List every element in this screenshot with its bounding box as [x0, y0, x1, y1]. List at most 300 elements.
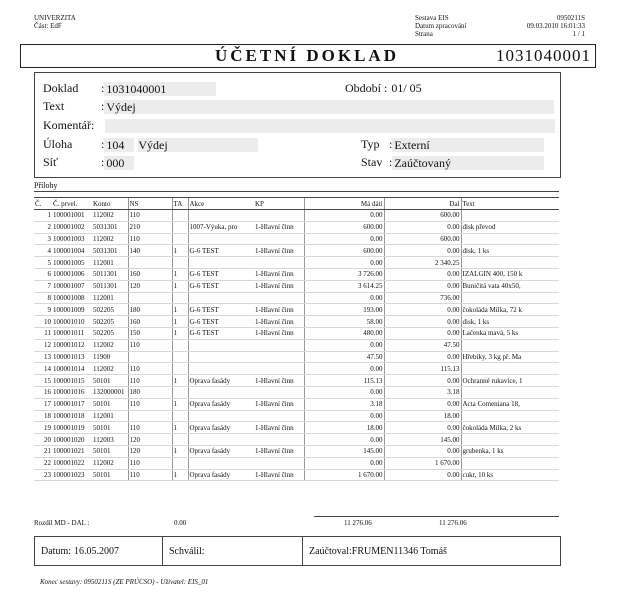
cell-ma-dati: 3 726.00 — [304, 268, 384, 280]
cell-dal: 0.00 — [384, 445, 461, 457]
cell-ta: 1 — [172, 398, 188, 410]
table-row — [34, 339, 559, 351]
cell-text: Hřebíky, 3 kg př. Ma — [461, 351, 559, 363]
cell-prvek: 100001014 — [52, 363, 92, 375]
cell-cislo: 1 — [34, 210, 52, 222]
cell-konto: 50101 — [92, 469, 128, 481]
cell-kp: 1-Hlavní činn — [254, 245, 304, 257]
attachments-label: Přílohy — [34, 181, 58, 190]
cell-ma-dati: 3.18 — [304, 398, 384, 410]
cell-text: disk, 1 ks — [461, 245, 559, 257]
cell-ma-dati: 3 614.25 — [304, 280, 384, 292]
cell-prvek: 100001006 — [52, 268, 92, 280]
cell-konto: 112001 — [92, 292, 128, 304]
cell-ns: 110 — [128, 469, 172, 481]
cell-akce — [188, 233, 254, 245]
cell-kp: 1-Hlavní činn — [254, 375, 304, 387]
cell-text: Ochranné rukavice, 1 — [461, 375, 559, 387]
cell-ta — [172, 210, 188, 222]
cell-cislo: 19 — [34, 422, 52, 434]
cell-prvek: 100001017 — [52, 398, 92, 410]
cell-akce — [188, 434, 254, 446]
cell-dal: 18.00 — [384, 410, 461, 422]
cell-akce — [188, 410, 254, 422]
cell-text: čokoláda Milka, 72 k — [461, 304, 559, 316]
table-row — [34, 457, 559, 469]
text-value: Výdej — [104, 100, 554, 114]
table-row — [34, 445, 559, 457]
cell-dal: 0.00 — [384, 268, 461, 280]
typ-label: Typ — [361, 137, 380, 151]
cell-dal: 0.00 — [384, 304, 461, 316]
col-header-ta: TA — [172, 198, 188, 210]
cell-cislo: 18 — [34, 410, 52, 422]
cell-dal: 0.00 — [384, 327, 461, 339]
org-part: Část: EdF — [34, 22, 62, 30]
table-row — [34, 221, 559, 233]
cell-ma-dati: 1 670.00 — [304, 469, 384, 481]
cell-konto: 502205 — [92, 304, 128, 316]
cell-cislo: 21 — [34, 445, 52, 457]
cell-akce — [188, 339, 254, 351]
cell-cislo: 7 — [34, 280, 52, 292]
cell-dal: 600.00 — [384, 233, 461, 245]
cell-text: cukr, 10 ks — [461, 469, 559, 481]
komentar-value — [105, 119, 555, 133]
totals-md: 11 276.06 — [344, 519, 372, 527]
cell-akce — [188, 457, 254, 469]
cell-dal: 1 670.00 — [384, 457, 461, 469]
datum-cell — [35, 537, 163, 565]
document-title: ÚČETNÍ DOKLAD — [215, 46, 399, 65]
cell-akce: Oprava fasády — [188, 398, 254, 410]
cell-cislo: 17 — [34, 398, 52, 410]
cell-ns: 110 — [128, 457, 172, 469]
datum-value: 16.05.2007 — [74, 545, 119, 557]
cell-prvek: 100001010 — [52, 316, 92, 328]
cell-prvek: 100001013 — [52, 351, 92, 363]
totals-line — [314, 516, 559, 517]
cell-cislo: 12 — [34, 339, 52, 351]
cell-konto: 5011301 — [92, 268, 128, 280]
cell-dal: 2 340.25 — [384, 257, 461, 269]
cell-prvek: 100001020 — [52, 434, 92, 446]
cell-dal: 3.18 — [384, 386, 461, 398]
cell-ns: 160 — [128, 268, 172, 280]
cell-ta — [172, 233, 188, 245]
cell-ns: 160 — [128, 316, 172, 328]
cell-text — [461, 257, 559, 269]
cell-ta: 1 — [172, 316, 188, 328]
cell-kp — [254, 410, 304, 422]
cell-kp — [254, 434, 304, 446]
cell-ta — [172, 351, 188, 363]
totals-label: Rozdíl MD - DAL : — [34, 519, 90, 527]
cell-dal: 0.00 — [384, 351, 461, 363]
items-body — [34, 210, 559, 481]
cell-text: grubenka, 1 ks — [461, 445, 559, 457]
table-row — [34, 363, 559, 375]
cell-ma-dati: 0.00 — [304, 233, 384, 245]
report-footer: Konec sestavy: 0950211S (ZE PRÚCSO) - Uživatel: EIS_01 — [40, 578, 209, 586]
stav-value: Zaúčtovaný — [392, 156, 544, 170]
table-row — [34, 410, 559, 422]
cell-text — [461, 292, 559, 304]
cell-konto: 5031301 — [92, 245, 128, 257]
cell-konto: 5031301 — [92, 221, 128, 233]
cell-akce: G-6 TEST — [188, 280, 254, 292]
col-header-text: Text — [461, 198, 559, 210]
cell-prvek: 100001022 — [52, 457, 92, 469]
cell-dal: 0.00 — [384, 398, 461, 410]
cell-ns: 120 — [128, 445, 172, 457]
cell-konto: 112003 — [92, 434, 128, 446]
cell-cislo: 9 — [34, 304, 52, 316]
totals-diff: 0.00 — [174, 519, 187, 527]
table-row — [34, 351, 559, 363]
cell-text: disk, 1 ks — [461, 316, 559, 328]
cell-ta — [172, 221, 188, 233]
cell-prvek: 100001003 — [52, 233, 92, 245]
cell-cislo: 8 — [34, 292, 52, 304]
cell-konto: 132000001 — [92, 386, 128, 398]
table-row — [34, 268, 559, 280]
totals-dal: 11 276.06 — [439, 519, 467, 527]
cell-ta — [172, 386, 188, 398]
cell-akce: G-6 TEST — [188, 304, 254, 316]
komentar-row — [43, 118, 555, 133]
cell-ta: 1 — [172, 245, 188, 257]
cell-text — [461, 210, 559, 222]
col-header-prvek: Č. prvel. — [52, 198, 92, 210]
cell-ta — [172, 292, 188, 304]
cell-text — [461, 363, 559, 375]
table-row — [34, 316, 559, 328]
cell-dal: 0.00 — [384, 316, 461, 328]
table-row — [34, 469, 559, 481]
cell-ns: 140 — [128, 245, 172, 257]
cell-ns — [128, 257, 172, 269]
cell-kp: 1-Hlavní činn — [254, 327, 304, 339]
cell-ns — [128, 292, 172, 304]
text-label: Text — [43, 99, 65, 113]
items-table — [34, 197, 559, 481]
cell-ns: 120 — [128, 280, 172, 292]
obdobi-row — [345, 81, 422, 96]
cell-cislo: 16 — [34, 386, 52, 398]
document-number: 1031040001 — [496, 46, 591, 65]
sit-value: 000 — [104, 156, 134, 170]
cell-ma-dati: 600.00 — [304, 221, 384, 233]
sit-row: Síť : 000 — [43, 155, 134, 170]
uloha-value: Výdej — [138, 138, 258, 152]
col-header-ns: NS — [128, 198, 172, 210]
cell-konto: 502205 — [92, 316, 128, 328]
cell-ta: 1 — [172, 469, 188, 481]
cell-akce: Oprava fasády — [188, 422, 254, 434]
cell-ta: 1 — [172, 268, 188, 280]
org-header — [34, 14, 76, 30]
cell-ns: 210 — [128, 221, 172, 233]
cell-prvek: 100001004 — [52, 245, 92, 257]
obdobi-label: Období : — [345, 81, 388, 95]
cell-kp: 1-Hlavní činn — [254, 316, 304, 328]
info-box — [34, 72, 561, 178]
cell-text: Acta Comeniana 18, — [461, 398, 559, 410]
cell-prvek: 100001007 — [52, 280, 92, 292]
text-row: Text : Výdej — [43, 99, 554, 114]
cell-ns: 110 — [128, 422, 172, 434]
cell-kp: 1-Hlavní činn — [254, 304, 304, 316]
cell-kp — [254, 363, 304, 375]
cell-dal: 115.13 — [384, 363, 461, 375]
report-meta — [415, 14, 585, 38]
doklad-label: Doklad — [43, 81, 79, 95]
cell-prvek: 100001023 — [52, 469, 92, 481]
cell-akce: G-6 TEST — [188, 316, 254, 328]
table-header — [34, 198, 559, 210]
cell-ta — [172, 339, 188, 351]
cell-konto: 50101 — [92, 422, 128, 434]
cell-cislo: 22 — [34, 457, 52, 469]
cell-akce — [188, 386, 254, 398]
cell-ma-dati: 0.00 — [304, 457, 384, 469]
table-row — [34, 398, 559, 410]
cell-ma-dati: 0.00 — [304, 386, 384, 398]
cell-dal: 0.00 — [384, 469, 461, 481]
col-header-ma-dati: Má dáti — [304, 198, 384, 210]
cell-ma-dati: 193.00 — [304, 304, 384, 316]
komentar-label: Komentář: — [43, 118, 95, 132]
typ-value: Externí — [392, 138, 544, 152]
cell-ta: 1 — [172, 280, 188, 292]
table-row — [34, 257, 559, 269]
cell-cislo: 20 — [34, 434, 52, 446]
obdobi-value: 01/ 05 — [391, 81, 422, 95]
signature-box — [34, 536, 561, 566]
cell-kp: 1-Hlavní činn — [254, 268, 304, 280]
uloha-label: Úloha — [43, 137, 73, 151]
cell-akce — [188, 210, 254, 222]
table-row — [34, 210, 559, 222]
cell-akce: 1007-Výuka, pro — [188, 221, 254, 233]
cell-prvek: 100001016 — [52, 386, 92, 398]
cell-akce: G-6 TEST — [188, 268, 254, 280]
table-row — [34, 304, 559, 316]
table-row — [34, 245, 559, 257]
typ-row: Typ : Externí — [361, 137, 544, 152]
cell-akce: G-6 TEST — [188, 327, 254, 339]
cell-text: disk převod — [461, 221, 559, 233]
cell-ma-dati: 145.00 — [304, 445, 384, 457]
cell-dal: 0.00 — [384, 422, 461, 434]
schvalil-label: Schválil: — [169, 545, 205, 557]
org-name: UNIVERZITA — [34, 14, 76, 22]
cell-akce — [188, 292, 254, 304]
cell-ta: 1 — [172, 327, 188, 339]
cell-konto: 112002 — [92, 233, 128, 245]
zauctoval-cell — [303, 537, 560, 565]
cell-ta: 1 — [172, 375, 188, 387]
cell-prvek: 100001019 — [52, 422, 92, 434]
cell-ta — [172, 434, 188, 446]
cell-kp — [254, 339, 304, 351]
cell-ns: 180 — [128, 304, 172, 316]
cell-ta — [172, 410, 188, 422]
cell-kp — [254, 257, 304, 269]
meta-date: Datum zpracování 09.03.2010 16:01:33 — [415, 22, 585, 30]
cell-dal: 145.00 — [384, 434, 461, 446]
cell-prvek: 100001001 — [52, 210, 92, 222]
cell-kp — [254, 210, 304, 222]
cell-konto: 11900 — [92, 351, 128, 363]
cell-dal: 600.00 — [384, 210, 461, 222]
cell-cislo: 23 — [34, 469, 52, 481]
col-header-kp: KP — [254, 198, 304, 210]
doklad-value: 1031040001 — [104, 82, 216, 96]
cell-akce — [188, 363, 254, 375]
cell-text: Lačenka mavá, 5 ks — [461, 327, 559, 339]
cell-text: čokoláda Milka, 2 ks — [461, 422, 559, 434]
cell-ta — [172, 457, 188, 469]
meta-report: Sestava EIS 0950211S — [415, 14, 585, 22]
cell-kp: 1-Hlavní činn — [254, 422, 304, 434]
divider — [34, 191, 559, 192]
meta-page: Strana 1 / 1 — [415, 30, 585, 38]
cell-konto: 50101 — [92, 375, 128, 387]
col-header-konto: Konto — [92, 198, 128, 210]
col-header-dal: Dal — [384, 198, 461, 210]
table-row — [34, 292, 559, 304]
cell-ta: 1 — [172, 445, 188, 457]
cell-text — [461, 434, 559, 446]
sit-label: Síť — [43, 155, 59, 169]
cell-kp: 1-Hlavní činn — [254, 469, 304, 481]
cell-akce — [188, 351, 254, 363]
cell-kp: 1-Hlavní činn — [254, 221, 304, 233]
cell-ma-dati: 115.13 — [304, 375, 384, 387]
table-row — [34, 280, 559, 292]
cell-cislo: 14 — [34, 363, 52, 375]
cell-prvek: 100001018 — [52, 410, 92, 422]
cell-ns: 110 — [128, 363, 172, 375]
cell-prvek: 100001008 — [52, 292, 92, 304]
cell-akce — [188, 257, 254, 269]
cell-kp: 1-Hlavní činn — [254, 445, 304, 457]
uloha-row: Úloha : 104 Výdej — [43, 137, 258, 152]
cell-ma-dati: 0.00 — [304, 257, 384, 269]
stav-row: Stav : Zaúčtovaný — [361, 155, 544, 170]
schvalil-cell — [163, 537, 303, 565]
cell-cislo: 13 — [34, 351, 52, 363]
cell-ma-dati: 0.00 — [304, 339, 384, 351]
cell-konto: 112002 — [92, 363, 128, 375]
cell-ns: 110 — [128, 339, 172, 351]
cell-cislo: 5 — [34, 257, 52, 269]
cell-ns — [128, 410, 172, 422]
cell-ma-dati: 18.00 — [304, 422, 384, 434]
cell-ma-dati: 0.00 — [304, 210, 384, 222]
cell-dal: 736.00 — [384, 292, 461, 304]
table-row — [34, 233, 559, 245]
cell-dal: 0.00 — [384, 375, 461, 387]
cell-ns: 110 — [128, 375, 172, 387]
cell-ns: 110 — [128, 398, 172, 410]
title-box — [20, 44, 596, 68]
cell-text — [461, 233, 559, 245]
cell-ma-dati: 480.00 — [304, 327, 384, 339]
cell-ma-dati: 58.00 — [304, 316, 384, 328]
cell-ma-dati: 0.00 — [304, 292, 384, 304]
cell-text — [461, 457, 559, 469]
cell-ta: 1 — [172, 304, 188, 316]
cell-kp — [254, 351, 304, 363]
cell-konto: 112002 — [92, 457, 128, 469]
datum-label: Datum: — [41, 545, 71, 557]
cell-ma-dati: 0.00 — [304, 434, 384, 446]
cell-konto: 112002 — [92, 339, 128, 351]
cell-akce: G-6 TEST — [188, 245, 254, 257]
cell-dal: 0.00 — [384, 280, 461, 292]
cell-ma-dati: 0.00 — [304, 363, 384, 375]
cell-prvek: 100001005 — [52, 257, 92, 269]
cell-akce: Oprava fasády — [188, 445, 254, 457]
cell-cislo: 6 — [34, 268, 52, 280]
cell-ma-dati: 0.00 — [304, 410, 384, 422]
cell-kp — [254, 292, 304, 304]
cell-dal: 0.00 — [384, 221, 461, 233]
cell-cislo: 11 — [34, 327, 52, 339]
cell-kp — [254, 457, 304, 469]
cell-konto: 502205 — [92, 327, 128, 339]
cell-konto: 50101 — [92, 398, 128, 410]
uloha-code: 104 — [104, 138, 134, 152]
cell-prvek: 100001011 — [52, 327, 92, 339]
cell-konto: 112001 — [92, 257, 128, 269]
table-row — [34, 422, 559, 434]
zauctoval-label: Zaúčtoval: — [309, 545, 352, 557]
cell-ns: 120 — [128, 434, 172, 446]
cell-konto: 112001 — [92, 410, 128, 422]
cell-text: Buničitá vata 40x50, — [461, 280, 559, 292]
cell-konto: 112002 — [92, 210, 128, 222]
cell-kp — [254, 233, 304, 245]
zauctoval-value: FRUMEN11346 Tomáš — [351, 545, 447, 557]
table-row — [34, 434, 559, 446]
cell-kp: 1-Hlavní činn — [254, 398, 304, 410]
table-row — [34, 327, 559, 339]
cell-ta: 1 — [172, 422, 188, 434]
cell-ta — [172, 257, 188, 269]
cell-prvek: 100001002 — [52, 221, 92, 233]
cell-cislo: 4 — [34, 245, 52, 257]
cell-dal: 47.50 — [384, 339, 461, 351]
cell-text — [461, 386, 559, 398]
cell-ta — [172, 363, 188, 375]
cell-ns: 150 — [128, 327, 172, 339]
cell-konto: 50101 — [92, 445, 128, 457]
col-header-akce: Akce — [188, 198, 254, 210]
cell-text — [461, 339, 559, 351]
cell-text: IZALGIN 400, 150 k — [461, 268, 559, 280]
table-row — [34, 375, 559, 387]
cell-prvek: 100001015 — [52, 375, 92, 387]
cell-ns: 110 — [128, 210, 172, 222]
cell-ns: 110 — [128, 233, 172, 245]
cell-cislo: 3 — [34, 233, 52, 245]
cell-cislo: 15 — [34, 375, 52, 387]
cell-prvek: 100001021 — [52, 445, 92, 457]
